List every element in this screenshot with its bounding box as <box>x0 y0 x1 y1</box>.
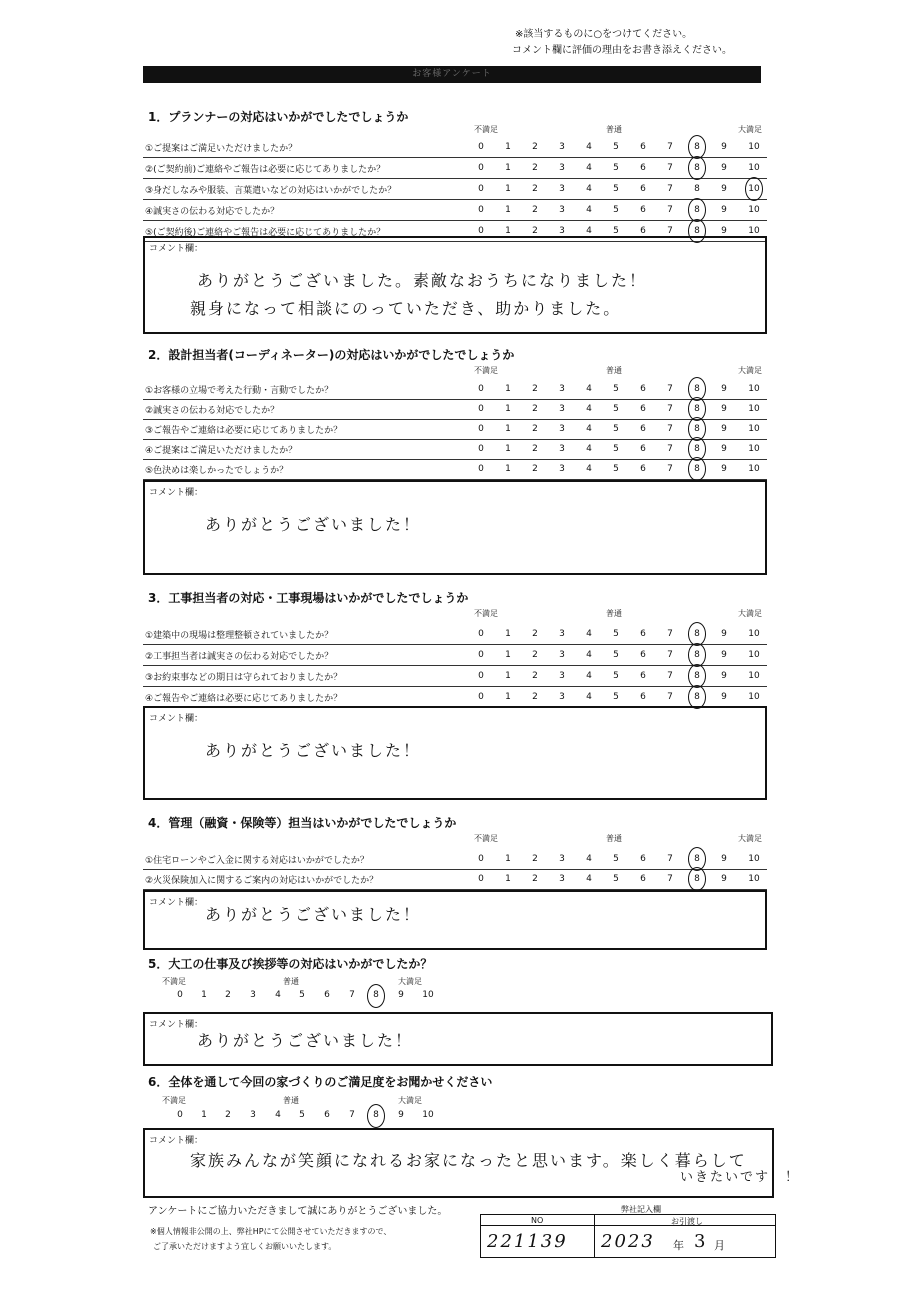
question-text: ①ご提案はご満足いただけましたか？ <box>145 144 298 154</box>
comment-text: 家族みんなが笑顔になれるお家になったと思います。楽しく暮らして <box>190 1151 747 1170</box>
rating-option-5[interactable]: 5 <box>299 1110 305 1120</box>
section5-comment-box[interactable] <box>143 1012 773 1066</box>
answer-circle <box>367 1104 385 1128</box>
rating-option-9[interactable]: 9 <box>721 692 727 702</box>
rating-option-0[interactable]: 0 <box>478 464 484 474</box>
rating-option-6[interactable]: 6 <box>640 464 646 474</box>
rating-option-6[interactable]: 6 <box>640 692 646 702</box>
rating-option-9[interactable]: 9 <box>721 226 727 236</box>
rating-option-8[interactable]: 8 <box>694 444 700 454</box>
rating-option-6[interactable]: 6 <box>640 424 646 434</box>
rating-option-3[interactable]: 3 <box>559 184 565 194</box>
scale-label-high: 大満足 <box>738 125 762 134</box>
scale-label-high: 大満足 <box>738 366 762 375</box>
rating-option-9[interactable]: 9 <box>721 205 727 215</box>
rating-option-4[interactable]: 4 <box>275 990 281 1000</box>
rating-option-10[interactable]: 10 <box>748 163 760 173</box>
title-bar-text: お客様アンケート <box>412 69 492 79</box>
rating-option-9[interactable]: 9 <box>721 444 727 454</box>
rating-option-1[interactable]: 1 <box>505 424 511 434</box>
section-2-title: 2．設計担当者(コーディネーター)の対応はいかがでしたでしょうか <box>148 348 515 362</box>
question-text: ⑤色決めは楽しかったでしょうか？ <box>145 466 289 476</box>
rating-option-0[interactable]: 0 <box>478 404 484 414</box>
rating-option-4[interactable]: 4 <box>586 874 592 884</box>
comment-label: コメント欄： <box>149 714 204 724</box>
rating-option-7[interactable]: 7 <box>667 163 673 173</box>
scale-label-high: 大満足 <box>738 834 762 843</box>
scale-label-low: 不満足 <box>162 977 186 986</box>
title-bar <box>143 66 761 83</box>
rating-option-10[interactable]: 10 <box>748 205 760 215</box>
rating-option-10[interactable]: 10 <box>748 226 760 236</box>
rating-option-5[interactable]: 5 <box>613 874 619 884</box>
rating-option-6[interactable]: 6 <box>640 142 646 152</box>
question-text: ④誠実さの伝わる対応でしたか？ <box>145 207 280 217</box>
rating-option-4[interactable]: 4 <box>586 142 592 152</box>
rating-option-6[interactable]: 6 <box>640 384 646 394</box>
rating-option-5[interactable]: 5 <box>613 671 619 681</box>
rating-option-2[interactable]: 2 <box>532 874 538 884</box>
rating-option-4[interactable]: 4 <box>586 854 592 864</box>
rating-option-3[interactable]: 3 <box>559 854 565 864</box>
question-text: ②誠実さの伝わる対応でしたか？ <box>145 406 280 416</box>
rating-option-3[interactable]: 3 <box>250 990 256 1000</box>
rating-option-8[interactable]: 8 <box>694 424 700 434</box>
comment-box-1[interactable] <box>143 236 767 334</box>
rating-option-3[interactable]: 3 <box>559 163 565 173</box>
rating-option-0[interactable]: 0 <box>478 184 484 194</box>
rating-option-7[interactable]: 7 <box>667 692 673 702</box>
rating-option-4[interactable]: 4 <box>586 671 592 681</box>
question-row <box>143 645 767 666</box>
rating-option-9[interactable]: 9 <box>721 384 727 394</box>
rating-option-3[interactable]: 3 <box>559 226 565 236</box>
rating-option-4[interactable]: 4 <box>586 404 592 414</box>
scale-label-high: 大満足 <box>398 977 422 986</box>
answer-circle <box>688 156 706 180</box>
rating-option-2[interactable]: 2 <box>532 226 538 236</box>
question-row <box>143 869 767 890</box>
rating-option-5[interactable]: 5 <box>613 384 619 394</box>
rating-option-1[interactable]: 1 <box>505 692 511 702</box>
rating-option-8[interactable]: 8 <box>694 163 700 173</box>
rating-option-5[interactable]: 5 <box>613 205 619 215</box>
rating-option-0[interactable]: 0 <box>478 142 484 152</box>
question-text: ②火災保険加入に関するご案内の対応はいかがでしたか？ <box>145 876 379 886</box>
question-text: ②(ご契約前)ご連絡やご報告は必要に応じてありましたか？ <box>145 165 386 175</box>
rating-option-0[interactable]: 0 <box>478 629 484 639</box>
rating-option-4[interactable]: 4 <box>586 464 592 474</box>
rating-option-4[interactable]: 4 <box>586 650 592 660</box>
rating-option-6[interactable]: 6 <box>640 650 646 660</box>
scale-label-high: 大満足 <box>398 1096 422 1105</box>
rating-option-4[interactable]: 4 <box>586 226 592 236</box>
rating-option-8[interactable]: 8 <box>694 464 700 474</box>
rating-option-1[interactable]: 1 <box>201 1110 207 1120</box>
rating-option-3[interactable]: 3 <box>559 384 565 394</box>
question-row <box>143 687 767 708</box>
rating-option-1[interactable]: 1 <box>201 990 207 1000</box>
rating-option-2[interactable]: 2 <box>532 205 538 215</box>
scale-label-low: 不満足 <box>474 125 498 134</box>
rating-option-1[interactable]: 1 <box>505 671 511 681</box>
rating-option-10[interactable]: 10 <box>748 142 760 152</box>
rating-option-5[interactable]: 5 <box>613 692 619 702</box>
rating-option-7[interactable]: 7 <box>667 671 673 681</box>
rating-option-10[interactable]: 10 <box>748 424 760 434</box>
question-row <box>143 666 767 687</box>
rating-option-0[interactable]: 0 <box>478 650 484 660</box>
comment-label: コメント欄： <box>149 1136 204 1146</box>
question-text: ②工事担当者は誠実さの伝わる対応でしたか？ <box>145 652 334 662</box>
rating-option-6[interactable]: 6 <box>640 629 646 639</box>
rating-option-8[interactable]: 8 <box>694 205 700 215</box>
comment-label: コメント欄： <box>149 244 204 254</box>
rating-option-6[interactable]: 6 <box>640 874 646 884</box>
comment-text: ありがとうございました！ <box>205 905 422 924</box>
rating-option-1[interactable]: 1 <box>505 163 511 173</box>
year-value: 2023 <box>601 1231 655 1252</box>
rating-option-8[interactable]: 8 <box>694 874 700 884</box>
rating-option-0[interactable]: 0 <box>177 1110 183 1120</box>
scale-label-low: 不満足 <box>474 366 498 375</box>
rating-option-3[interactable]: 3 <box>559 874 565 884</box>
rating-option-1[interactable]: 1 <box>505 464 511 474</box>
rating-option-4[interactable]: 4 <box>586 424 592 434</box>
rating-option-9[interactable]: 9 <box>721 163 727 173</box>
section5-title: 5．大工の仕事及び挨拶等の対応はいかがでしたか？ <box>148 957 433 971</box>
comment-text: 親身になって相談にのっていただき、助かりました。 <box>190 299 622 318</box>
rating-option-8[interactable]: 8 <box>694 184 700 194</box>
rating-option-2[interactable]: 2 <box>532 142 538 152</box>
rating-option-9[interactable]: 9 <box>721 874 727 884</box>
rating-option-2[interactable]: 2 <box>532 444 538 454</box>
rating-option-5[interactable]: 5 <box>613 142 619 152</box>
rating-option-5[interactable]: 5 <box>613 163 619 173</box>
comment-label: コメント欄： <box>149 1020 204 1030</box>
scale-label-mid: 普通 <box>283 1096 299 1105</box>
rating-option-8[interactable]: 8 <box>694 650 700 660</box>
rating-option-8[interactable]: 8 <box>373 1110 379 1120</box>
rating-option-7[interactable]: 7 <box>667 464 673 474</box>
rating-option-5[interactable]: 5 <box>613 444 619 454</box>
rating-option-8[interactable]: 8 <box>694 142 700 152</box>
rating-option-0[interactable]: 0 <box>177 990 183 1000</box>
comment-box-2[interactable] <box>143 480 767 575</box>
rating-option-2[interactable]: 2 <box>532 404 538 414</box>
rating-option-1[interactable]: 1 <box>505 650 511 660</box>
rating-option-2[interactable]: 2 <box>225 1110 231 1120</box>
rating-option-9[interactable]: 9 <box>721 142 727 152</box>
rating-option-6[interactable]: 6 <box>640 163 646 173</box>
rating-option-7[interactable]: 7 <box>667 205 673 215</box>
rating-option-2[interactable]: 2 <box>532 854 538 864</box>
rating-option-2[interactable]: 2 <box>532 184 538 194</box>
rating-option-2[interactable]: 2 <box>532 384 538 394</box>
rating-option-3[interactable]: 3 <box>559 692 565 702</box>
scale-label-low: 不満足 <box>162 1096 186 1105</box>
rating-option-1[interactable]: 1 <box>505 184 511 194</box>
rating-option-6[interactable]: 6 <box>640 671 646 681</box>
rating-option-3[interactable]: 3 <box>559 629 565 639</box>
rating-option-9[interactable]: 9 <box>398 1110 404 1120</box>
rating-option-7[interactable]: 7 <box>667 226 673 236</box>
rating-option-5[interactable]: 5 <box>613 854 619 864</box>
comment-text: ありがとうございました！ <box>205 515 422 534</box>
rating-option-1[interactable]: 1 <box>505 404 511 414</box>
question-text: ③ご報告やご連絡は必要に応じてありましたか？ <box>145 426 343 436</box>
rating-option-2[interactable]: 2 <box>532 650 538 660</box>
question-row <box>143 459 767 480</box>
year-unit: 年 <box>673 1239 684 1252</box>
rating-option-8[interactable]: 8 <box>694 226 700 236</box>
question-row <box>143 179 767 200</box>
answer-circle <box>688 457 706 481</box>
rating-option-7[interactable]: 7 <box>667 142 673 152</box>
rating-option-3[interactable]: 3 <box>559 142 565 152</box>
question-row <box>143 439 767 460</box>
question-text: ⑤(ご契約後)ご連絡やご報告は必要に応じてありましたか？ <box>145 228 386 238</box>
rating-option-4[interactable]: 4 <box>275 1110 281 1120</box>
comment-label: コメント欄： <box>149 488 204 498</box>
no-label: NO <box>531 1216 544 1225</box>
rating-option-8[interactable]: 8 <box>694 671 700 681</box>
rating-option-9[interactable]: 9 <box>398 990 404 1000</box>
rating-option-10[interactable]: 10 <box>748 464 760 474</box>
privacy-note-1: ※個人情報非公開の上、弊社HPにて公開させていただきますので、 <box>150 1227 392 1236</box>
answer-circle <box>688 867 706 891</box>
scale-label-mid: 普通 <box>606 366 622 375</box>
question-text: ④ご報告やご連絡は必要に応じてありましたか？ <box>145 694 343 704</box>
rating-option-10[interactable]: 10 <box>748 671 760 681</box>
section6-comment-box[interactable] <box>143 1128 801 1198</box>
rating-option-3[interactable]: 3 <box>559 444 565 454</box>
question-text: ④ご提案はご満足いただけましたか？ <box>145 446 298 456</box>
rating-option-1[interactable]: 1 <box>505 854 511 864</box>
answer-circle <box>367 984 385 1008</box>
handover-label: お引渡し <box>671 1217 703 1226</box>
month-unit: 月 <box>714 1239 725 1252</box>
rating-option-6[interactable]: 6 <box>640 444 646 454</box>
thanks-text: アンケートにご協力いただきまして誠にありがとうございました。 <box>148 1206 448 1217</box>
rating-option-2[interactable]: 2 <box>225 990 231 1000</box>
question-text: ①住宅ローンやご入金に関する対応はいかがでしたか？ <box>145 856 369 866</box>
instruction-note-2: コメント欄に評価の理由をお書き添えください。 <box>512 45 732 56</box>
question-text: ③お約束事などの期日は守られておりましたか？ <box>145 673 343 683</box>
rating-option-6[interactable]: 6 <box>640 205 646 215</box>
question-row <box>143 624 767 645</box>
rating-option-9[interactable]: 9 <box>721 671 727 681</box>
rating-option-7[interactable]: 7 <box>667 424 673 434</box>
privacy-note-2: ご了承いただけますよう宜しくお願いいたします。 <box>153 1242 337 1251</box>
rating-option-7[interactable]: 7 <box>667 184 673 194</box>
question-row <box>143 399 767 420</box>
question-row <box>143 849 767 870</box>
rating-option-1[interactable]: 1 <box>505 205 511 215</box>
rating-option-8[interactable]: 8 <box>694 692 700 702</box>
rating-option-0[interactable]: 0 <box>478 444 484 454</box>
rating-option-9[interactable]: 9 <box>721 629 727 639</box>
rating-option-8[interactable]: 8 <box>694 854 700 864</box>
rating-option-6[interactable]: 6 <box>640 184 646 194</box>
scale-label-high: 大満足 <box>738 609 762 618</box>
rating-option-8[interactable]: 8 <box>694 384 700 394</box>
question-row <box>143 379 767 400</box>
rating-option-5[interactable]: 5 <box>613 650 619 660</box>
rating-option-1[interactable]: 1 <box>505 444 511 454</box>
comment-box-3[interactable] <box>143 706 767 800</box>
rating-option-4[interactable]: 4 <box>586 444 592 454</box>
rating-option-10[interactable]: 10 <box>748 384 760 394</box>
rating-option-6[interactable]: 6 <box>640 404 646 414</box>
rating-option-9[interactable]: 9 <box>721 854 727 864</box>
rating-option-9[interactable]: 9 <box>721 184 727 194</box>
rating-option-2[interactable]: 2 <box>532 629 538 639</box>
rating-option-10[interactable]: 10 <box>748 184 760 194</box>
rating-option-10[interactable]: 10 <box>422 990 434 1000</box>
rating-option-3[interactable]: 3 <box>250 1110 256 1120</box>
rating-option-6[interactable]: 6 <box>324 1110 330 1120</box>
rating-option-5[interactable]: 5 <box>613 404 619 414</box>
comment-text: ありがとうございました。素敵なおうちになりました！ <box>197 271 648 290</box>
rating-option-7[interactable]: 7 <box>349 1110 355 1120</box>
rating-option-3[interactable]: 3 <box>559 205 565 215</box>
rating-option-7[interactable]: 7 <box>349 990 355 1000</box>
rating-option-5[interactable]: 5 <box>613 226 619 236</box>
rating-option-7[interactable]: 7 <box>667 629 673 639</box>
rating-option-10[interactable]: 10 <box>748 692 760 702</box>
rating-option-3[interactable]: 3 <box>559 464 565 474</box>
question-text: ①お客様の立場で考えた行動・言動でしたか？ <box>145 386 334 396</box>
rating-option-8[interactable]: 8 <box>694 404 700 414</box>
scale-label-mid: 普通 <box>283 977 299 986</box>
question-row <box>143 200 767 221</box>
rating-option-0[interactable]: 0 <box>478 205 484 215</box>
question-text: ③身だしなみや服装、言葉遣いなどの対応はいかがでしたか？ <box>145 186 397 196</box>
rating-option-7[interactable]: 7 <box>667 854 673 864</box>
rating-option-2[interactable]: 2 <box>532 464 538 474</box>
office-use-label: 弊社記入欄 <box>621 1205 661 1214</box>
rating-option-0[interactable]: 0 <box>478 692 484 702</box>
comment-box-4[interactable] <box>143 890 767 950</box>
rating-option-8[interactable]: 8 <box>373 990 379 1000</box>
section6-title: 6．全体を通して今回の家づくりのご満足度をお聞かせください <box>148 1075 493 1089</box>
rating-option-5[interactable]: 5 <box>299 990 305 1000</box>
instruction-note-1: ※該当するものに○をつけてください。 <box>515 29 693 40</box>
rating-option-7[interactable]: 7 <box>667 384 673 394</box>
rating-option-6[interactable]: 6 <box>640 226 646 236</box>
rating-option-4[interactable]: 4 <box>586 184 592 194</box>
rating-option-3[interactable]: 3 <box>559 424 565 434</box>
rating-option-9[interactable]: 9 <box>721 464 727 474</box>
rating-option-0[interactable]: 0 <box>478 384 484 394</box>
rating-option-1[interactable]: 1 <box>505 874 511 884</box>
rating-option-2[interactable]: 2 <box>532 671 538 681</box>
scale-label-low: 不満足 <box>474 609 498 618</box>
rating-option-5[interactable]: 5 <box>613 629 619 639</box>
comment-text: ありがとうございました！ <box>197 1031 414 1050</box>
rating-option-0[interactable]: 0 <box>478 226 484 236</box>
question-text: ①建築中の現場は整理整頓されていましたか？ <box>145 631 334 641</box>
comment-label: コメント欄： <box>149 898 204 908</box>
rating-option-4[interactable]: 4 <box>586 163 592 173</box>
question-row <box>143 137 767 158</box>
rating-option-8[interactable]: 8 <box>694 629 700 639</box>
rating-option-10[interactable]: 10 <box>748 444 760 454</box>
rating-option-10[interactable]: 10 <box>748 629 760 639</box>
rating-option-6[interactable]: 6 <box>324 990 330 1000</box>
rating-option-0[interactable]: 0 <box>478 854 484 864</box>
rating-option-5[interactable]: 5 <box>613 184 619 194</box>
rating-option-10[interactable]: 10 <box>748 874 760 884</box>
rating-option-0[interactable]: 0 <box>478 874 484 884</box>
comment-text: いきたいです！！ <box>680 1170 801 1185</box>
rating-option-2[interactable]: 2 <box>532 424 538 434</box>
rating-option-5[interactable]: 5 <box>613 424 619 434</box>
rating-option-10[interactable]: 10 <box>422 1110 434 1120</box>
no-value: 221139 <box>487 1231 568 1252</box>
rating-option-1[interactable]: 1 <box>505 226 511 236</box>
answer-circle <box>745 177 763 201</box>
office-box <box>480 1205 776 1258</box>
rating-option-3[interactable]: 3 <box>559 404 565 414</box>
question-row <box>143 158 767 179</box>
scale-label-mid: 普通 <box>606 834 622 843</box>
rating-option-4[interactable]: 4 <box>586 692 592 702</box>
scale-label-low: 不満足 <box>474 834 498 843</box>
rating-option-2[interactable]: 2 <box>532 163 538 173</box>
rating-option-0[interactable]: 0 <box>478 671 484 681</box>
rating-option-4[interactable]: 4 <box>586 205 592 215</box>
rating-option-10[interactable]: 10 <box>748 854 760 864</box>
rating-option-9[interactable]: 9 <box>721 404 727 414</box>
rating-option-1[interactable]: 1 <box>505 142 511 152</box>
comment-text: ありがとうございました！ <box>205 741 422 760</box>
rating-option-2[interactable]: 2 <box>532 692 538 702</box>
rating-option-9[interactable]: 9 <box>721 424 727 434</box>
rating-option-0[interactable]: 0 <box>478 163 484 173</box>
rating-option-7[interactable]: 7 <box>667 404 673 414</box>
rating-option-10[interactable]: 10 <box>748 404 760 414</box>
rating-option-1[interactable]: 1 <box>505 629 511 639</box>
rating-option-4[interactable]: 4 <box>586 384 592 394</box>
rating-option-0[interactable]: 0 <box>478 424 484 434</box>
section-4-title: 4．管理（融資・保険等）担当はいかがでしたでしょうか <box>148 816 457 830</box>
month-value: 3 <box>694 1231 708 1252</box>
rating-option-1[interactable]: 1 <box>505 384 511 394</box>
rating-option-7[interactable]: 7 <box>667 650 673 660</box>
rating-option-10[interactable]: 10 <box>748 650 760 660</box>
section-1-title: 1．プランナーの対応はいかがでしたでしょうか <box>148 110 409 124</box>
rating-option-7[interactable]: 7 <box>667 874 673 884</box>
rating-option-3[interactable]: 3 <box>559 650 565 660</box>
rating-option-3[interactable]: 3 <box>559 671 565 681</box>
section-3-title: 3．工事担当者の対応・工事現場はいかがでしたでしょうか <box>148 591 469 605</box>
question-row <box>143 419 767 440</box>
rating-option-9[interactable]: 9 <box>721 650 727 660</box>
rating-option-4[interactable]: 4 <box>586 629 592 639</box>
scale-label-mid: 普通 <box>606 125 622 134</box>
rating-option-7[interactable]: 7 <box>667 444 673 454</box>
scale-label-mid: 普通 <box>606 609 622 618</box>
rating-option-6[interactable]: 6 <box>640 854 646 864</box>
rating-option-5[interactable]: 5 <box>613 464 619 474</box>
